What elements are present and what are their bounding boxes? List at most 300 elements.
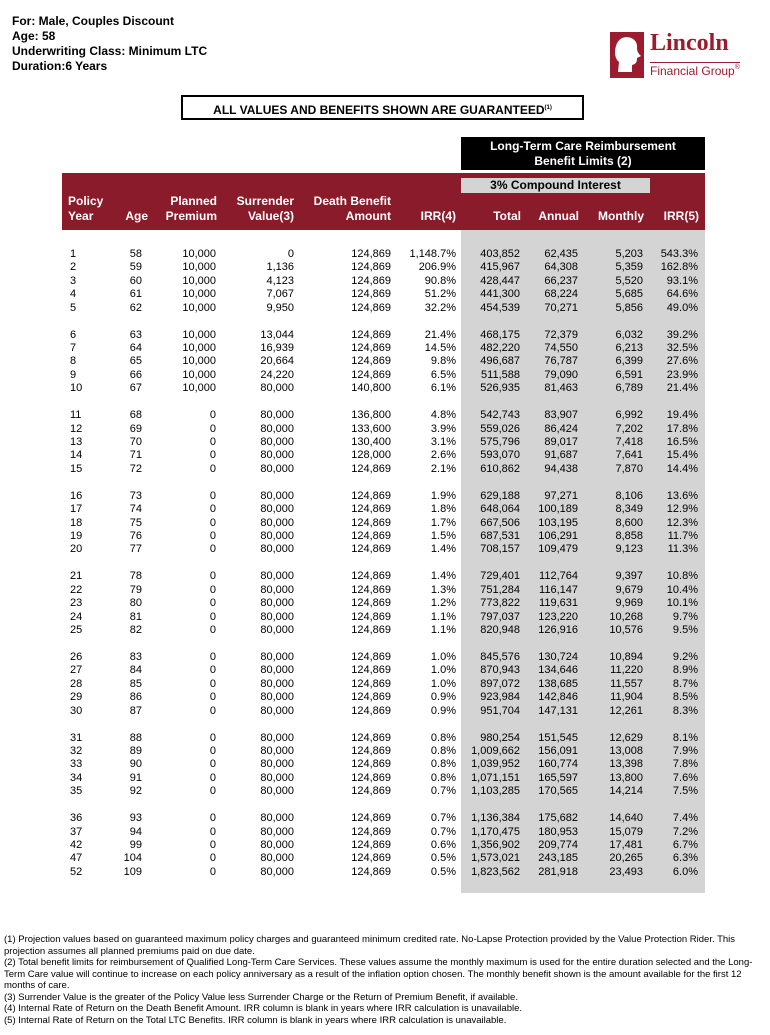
cell-total: 468,175 — [480, 328, 520, 341]
ltc-header-line2: Benefit Limits (2) — [534, 154, 632, 168]
cell-premium: 0 — [209, 731, 216, 744]
cell-irr5: 9.5% — [672, 624, 698, 636]
cell-annual: 100,189 — [538, 503, 578, 516]
cell-death-benefit: 124,869 — [351, 570, 391, 583]
cell-irr4: 0.8% — [430, 731, 456, 744]
cell-age: 86 — [129, 691, 142, 704]
cell-monthly: 5,203 — [615, 248, 643, 260]
cell-irr5: 49.0% — [666, 301, 698, 314]
cell-age: 80 — [129, 597, 142, 610]
cell-irr5: 543.3% — [660, 248, 698, 260]
cell-irr4: 2.1% — [430, 462, 456, 475]
cell-surrender: 80,000 — [260, 489, 294, 502]
cell-monthly: 14,214 — [609, 785, 643, 798]
cell-irr4: 1.9% — [430, 489, 456, 502]
cell-irr5: 7.6% — [672, 771, 698, 784]
cell-irr5: 9.7% — [672, 610, 698, 623]
cell-age: 109 — [123, 865, 142, 878]
cell-monthly: 11,904 — [610, 691, 643, 704]
cell-surrender: 20,664 — [260, 355, 294, 368]
cell-surrender: 80,000 — [260, 677, 294, 690]
cell-surrender: 80,000 — [260, 664, 294, 677]
cell-premium: 0 — [209, 530, 216, 542]
cell-policy-year: 32 — [70, 745, 83, 757]
cell-total: 687,531 — [480, 530, 520, 542]
cell-death-benefit: 124,869 — [351, 664, 391, 677]
cell-policy-year: 27 — [70, 664, 83, 677]
cell-monthly: 8,349 — [615, 503, 643, 516]
cell-irr5: 11.7% — [667, 530, 698, 542]
col-total: Total — [493, 209, 521, 223]
cell-total: 708,157 — [480, 543, 520, 556]
cell-death-benefit: 133,600 — [351, 422, 391, 435]
cell-total: 1,071,151 — [471, 771, 520, 784]
footnotes — [4, 934, 762, 1026]
guarantee-banner — [181, 95, 584, 120]
cell-irr5: 11.3% — [667, 543, 698, 556]
cell-annual: 62,435 — [544, 248, 578, 260]
cell-irr4: 1.1% — [430, 624, 456, 636]
cell-annual: 74,550 — [544, 342, 578, 354]
cell-irr4: 0.6% — [430, 839, 456, 851]
cell-death-benefit: 124,869 — [351, 785, 391, 798]
cell-age: 88 — [129, 731, 142, 744]
cell-policy-year: 4 — [70, 288, 77, 301]
cell-total: 1,573,021 — [471, 852, 520, 865]
cell-surrender: 80,000 — [260, 771, 294, 784]
cell-irr4: 0.9% — [430, 704, 456, 717]
cell-monthly: 20,265 — [609, 852, 643, 865]
col-age: Age — [125, 209, 148, 223]
cell-monthly: 13,008 — [609, 745, 643, 757]
cell-death-benefit: 124,869 — [351, 758, 391, 771]
cell-surrender: 24,220 — [260, 368, 294, 381]
cell-death-benefit: 124,869 — [351, 355, 391, 368]
cell-surrender: 80,000 — [260, 691, 294, 704]
cell-death-benefit: 124,869 — [351, 489, 391, 502]
cell-surrender: 80,000 — [260, 825, 294, 838]
cell-premium: 0 — [209, 503, 216, 516]
col-policy-year: Policy Year — [68, 194, 104, 223]
cell-surrender: 80,000 — [260, 530, 294, 542]
cell-death-benefit: 124,869 — [351, 274, 391, 287]
cell-surrender: 80,000 — [260, 462, 294, 475]
cell-death-benefit: 124,869 — [351, 745, 391, 757]
cell-monthly: 8,858 — [615, 530, 643, 542]
cell-surrender: 0 — [287, 248, 294, 260]
cell-policy-year: 18 — [70, 516, 83, 529]
header-duration: Duration:6 Years — [12, 59, 108, 73]
cell-premium: 0 — [209, 409, 216, 422]
cell-policy-year: 5 — [70, 301, 77, 314]
cell-annual: 94,438 — [544, 462, 578, 475]
cell-premium: 0 — [209, 583, 216, 596]
cell-irr4: 0.8% — [430, 771, 456, 784]
cell-irr5: 8.7% — [672, 677, 698, 690]
cell-irr5: 12.3% — [666, 516, 698, 529]
cell-annual: 165,597 — [538, 771, 578, 784]
cell-premium: 0 — [209, 771, 216, 784]
cell-premium: 0 — [209, 597, 216, 610]
cell-total: 526,935 — [480, 382, 520, 395]
cell-policy-year: 17 — [70, 503, 83, 516]
cell-policy-year: 52 — [70, 865, 83, 878]
cell-death-benefit: 130,400 — [351, 436, 391, 448]
col-death-benefit: Death Benefit Amount — [313, 194, 391, 223]
cell-surrender: 80,000 — [260, 731, 294, 744]
cell-surrender: 80,000 — [260, 382, 294, 395]
cell-total: 845,576 — [480, 651, 520, 663]
footnote-3: (3) Surrender Value is the greater of the Policy Value less Surrender Charge or the Return of Premium Benefit, if available. — [4, 991, 518, 1003]
cell-premium: 0 — [209, 489, 216, 502]
cell-annual: 151,545 — [538, 731, 578, 744]
cell-policy-year: 21 — [70, 570, 83, 583]
cell-age: 74 — [129, 503, 142, 516]
cell-irr5: 10.8% — [666, 570, 698, 583]
cell-irr4: 9.8% — [430, 355, 456, 368]
cell-age: 78 — [129, 570, 142, 583]
cell-surrender: 80,000 — [260, 516, 294, 529]
cell-irr5: 64.6% — [666, 288, 698, 301]
cell-total: 593,070 — [480, 449, 520, 462]
cell-total: 559,026 — [480, 422, 520, 435]
cell-irr4: 0.9% — [430, 691, 456, 704]
cell-surrender: 80,000 — [260, 597, 294, 610]
cell-annual: 70,271 — [544, 301, 578, 314]
header-age: Age: 58 — [12, 29, 56, 43]
cell-surrender: 80,000 — [260, 704, 294, 717]
cell-surrender: 80,000 — [260, 852, 294, 865]
cell-age: 76 — [129, 530, 142, 542]
cell-irr4: 206.9% — [418, 261, 456, 274]
cell-irr4: 1.5% — [430, 530, 456, 542]
cell-annual: 72,379 — [544, 328, 578, 341]
cell-premium: 10,000 — [182, 382, 216, 395]
cell-monthly: 8,600 — [615, 516, 643, 529]
cell-surrender: 80,000 — [260, 449, 294, 462]
cell-monthly: 5,359 — [615, 261, 643, 274]
col-irr4: IRR(4) — [420, 209, 456, 223]
cell-annual: 156,091 — [538, 745, 578, 757]
cell-monthly: 7,418 — [615, 436, 643, 448]
cell-annual: 79,090 — [544, 368, 578, 381]
cell-total: 511,588 — [481, 368, 520, 381]
cell-total: 1,823,562 — [471, 865, 520, 878]
cell-annual: 175,682 — [538, 812, 578, 825]
cell-monthly: 11,557 — [610, 677, 643, 690]
cell-age: 82 — [129, 624, 142, 636]
cell-premium: 0 — [209, 543, 216, 556]
cell-total: 403,852 — [480, 248, 520, 260]
cell-monthly: 13,398 — [609, 758, 643, 771]
cell-irr5: 39.2% — [666, 328, 698, 341]
cell-death-benefit: 136,800 — [351, 409, 391, 422]
cell-annual: 180,953 — [538, 825, 578, 838]
cell-irr5: 8.3% — [672, 704, 698, 717]
cell-premium: 0 — [209, 839, 216, 851]
cell-monthly: 6,992 — [615, 409, 643, 422]
cell-monthly: 6,213 — [615, 342, 643, 354]
cell-total: 1,356,902 — [471, 839, 520, 851]
cell-irr5: 19.4% — [666, 409, 698, 422]
cell-monthly: 10,894 — [609, 651, 643, 663]
cell-annual: 89,017 — [544, 436, 578, 448]
cell-surrender: 13,044 — [260, 328, 294, 341]
cell-total: 648,064 — [480, 503, 520, 516]
cell-annual: 106,291 — [538, 530, 578, 542]
cell-irr5: 17.8% — [666, 422, 698, 435]
cell-total: 820,948 — [480, 624, 520, 636]
col-irr5: IRR(5) — [663, 209, 699, 223]
cell-monthly: 6,032 — [615, 328, 643, 341]
cell-annual: 76,787 — [544, 355, 578, 368]
cell-policy-year: 36 — [70, 812, 83, 825]
cell-policy-year: 29 — [70, 691, 83, 704]
cell-premium: 10,000 — [182, 355, 216, 368]
cell-surrender: 80,000 — [260, 436, 294, 448]
cell-policy-year: 2 — [70, 261, 77, 274]
cell-monthly: 12,629 — [609, 731, 643, 744]
cell-total: 441,300 — [480, 288, 520, 301]
cell-irr4: 0.5% — [430, 852, 456, 865]
cell-irr4: 1.0% — [430, 677, 456, 690]
cell-age: 83 — [129, 651, 142, 663]
cell-annual: 123,220 — [538, 610, 578, 623]
cell-irr5: 6.7% — [672, 839, 698, 851]
col-annual: Annual — [538, 209, 579, 223]
cell-age: 61 — [129, 288, 142, 301]
cell-total: 980,254 — [480, 731, 520, 744]
cell-age: 90 — [129, 758, 142, 771]
cell-age: 91 — [129, 771, 142, 784]
cell-policy-year: 10 — [70, 382, 83, 395]
cell-age: 89 — [129, 745, 142, 757]
footnote-4: (4) Internal Rate of Return on the Death Benefit Amount. IRR column is blank in years where IRR calculation is unavailable. — [4, 1003, 523, 1014]
cell-annual: 66,237 — [544, 274, 578, 287]
cell-age: 94 — [129, 825, 142, 838]
cell-age: 68 — [129, 409, 142, 422]
cell-age: 69 — [129, 422, 142, 435]
cell-monthly: 12,261 — [609, 704, 643, 717]
cell-death-benefit: 124,869 — [351, 248, 391, 260]
cell-irr5: 162.8% — [660, 261, 698, 274]
cell-policy-year: 25 — [70, 624, 83, 636]
cell-premium: 10,000 — [182, 301, 216, 314]
cell-death-benefit: 124,869 — [351, 288, 391, 301]
cell-irr4: 0.8% — [430, 758, 456, 771]
cell-premium: 10,000 — [182, 342, 216, 354]
cell-premium: 0 — [209, 664, 216, 677]
cell-policy-year: 9 — [70, 368, 77, 381]
cell-surrender: 1,136 — [266, 261, 294, 274]
cell-annual: 281,918 — [538, 865, 578, 878]
cell-surrender: 80,000 — [260, 570, 294, 583]
cell-death-benefit: 124,869 — [351, 865, 391, 878]
cell-irr4: 32.2% — [424, 301, 456, 314]
cell-irr4: 0.8% — [430, 745, 456, 757]
cell-death-benefit: 124,869 — [351, 610, 391, 623]
cell-monthly: 17,481 — [609, 839, 643, 851]
logo-subtitle: Financial Group® — [650, 64, 740, 78]
cell-total: 870,943 — [480, 664, 520, 677]
cell-irr5: 27.6% — [666, 355, 698, 368]
cell-annual: 97,271 — [544, 489, 578, 502]
cell-surrender: 80,000 — [260, 865, 294, 878]
cell-irr5: 32.5% — [666, 342, 698, 354]
cell-death-benefit: 124,869 — [351, 771, 391, 784]
cell-irr5: 21.4% — [666, 382, 698, 395]
cell-total: 729,401 — [480, 570, 520, 583]
cell-premium: 10,000 — [182, 248, 216, 260]
cell-age: 75 — [129, 516, 142, 529]
cell-surrender: 80,000 — [260, 543, 294, 556]
cell-annual: 119,631 — [539, 597, 578, 610]
cell-annual: 147,131 — [538, 704, 578, 717]
col-planned-premium: Planned Premium — [165, 194, 217, 223]
cell-monthly: 7,641 — [615, 449, 643, 462]
cell-age: 62 — [129, 301, 142, 314]
cell-policy-year: 1 — [70, 248, 77, 260]
cell-premium: 0 — [209, 462, 216, 475]
cell-irr4: 1.2% — [430, 597, 456, 610]
cell-age: 92 — [129, 785, 142, 798]
cell-irr4: 1,148.7% — [409, 248, 456, 260]
cell-premium: 0 — [209, 610, 216, 623]
cell-death-benefit: 124,869 — [351, 839, 391, 851]
cell-irr4: 6.1% — [430, 382, 456, 395]
cell-irr5: 9.2% — [672, 651, 698, 663]
cell-surrender: 16,939 — [260, 342, 294, 354]
cell-policy-year: 33 — [70, 758, 83, 771]
cell-total: 1,170,475 — [471, 825, 520, 838]
cell-death-benefit: 124,869 — [351, 368, 391, 381]
cell-age: 79 — [129, 583, 142, 596]
cell-irr5: 8.5% — [672, 691, 698, 704]
cell-monthly: 7,202 — [615, 422, 643, 435]
cell-irr4: 2.6% — [430, 449, 456, 462]
cell-total: 1,039,952 — [471, 758, 520, 771]
header-client: For: Male, Couples Discount — [12, 14, 175, 28]
cell-age: 66 — [129, 368, 142, 381]
cell-annual: 126,916 — [538, 624, 578, 636]
cell-irr5: 6.3% — [672, 852, 698, 865]
cell-death-benefit: 124,869 — [351, 301, 391, 314]
guarantee-footnote-ref: (1) — [544, 105, 552, 111]
cell-monthly: 5,520 — [615, 274, 643, 287]
cell-age: 84 — [129, 664, 142, 677]
cell-total: 428,447 — [480, 274, 520, 287]
cell-policy-year: 37 — [70, 825, 83, 838]
cell-irr4: 1.4% — [430, 543, 456, 556]
cell-irr4: 1.3% — [430, 583, 456, 596]
cell-irr5: 7.8% — [672, 758, 698, 771]
cell-irr5: 14.4% — [666, 462, 698, 475]
cell-premium: 0 — [209, 865, 216, 878]
cell-monthly: 5,685 — [615, 288, 643, 301]
cell-age: 85 — [129, 677, 142, 690]
cell-total: 610,862 — [480, 462, 520, 475]
cell-irr4: 3.1% — [430, 436, 456, 448]
cell-policy-year: 28 — [70, 677, 83, 690]
cell-death-benefit: 124,869 — [351, 261, 391, 274]
cell-irr5: 10.1% — [666, 597, 698, 610]
cell-monthly: 9,123 — [615, 543, 643, 556]
cell-death-benefit: 124,869 — [351, 704, 391, 717]
cell-annual: 68,224 — [544, 288, 578, 301]
cell-monthly: 10,576 — [609, 624, 643, 636]
cell-monthly: 14,640 — [609, 812, 643, 825]
cell-irr4: 3.9% — [430, 422, 456, 435]
cell-annual: 142,846 — [538, 691, 578, 704]
cell-irr4: 1.0% — [430, 651, 456, 663]
cell-surrender: 80,000 — [260, 422, 294, 435]
cell-annual: 134,646 — [538, 664, 578, 677]
cell-monthly: 23,493 — [609, 865, 643, 878]
cell-age: 99 — [129, 839, 142, 851]
cell-annual: 81,463 — [544, 382, 578, 395]
cell-policy-year: 3 — [70, 274, 77, 287]
cell-policy-year: 8 — [70, 355, 77, 368]
cell-total: 1,136,384 — [471, 812, 520, 825]
cell-total: 1,009,662 — [471, 745, 520, 757]
cell-death-benefit: 124,869 — [351, 503, 391, 516]
cell-policy-year: 20 — [70, 543, 83, 556]
cell-policy-year: 6 — [70, 328, 77, 341]
cell-surrender: 80,000 — [260, 624, 294, 636]
cell-irr4: 1.0% — [430, 664, 456, 677]
cell-irr4: 0.5% — [430, 865, 456, 878]
cell-policy-year: 11 — [70, 409, 82, 422]
cell-irr4: 90.8% — [424, 274, 456, 287]
cell-irr5: 23.9% — [666, 368, 698, 381]
cell-death-benefit: 124,869 — [351, 530, 391, 542]
cell-death-benefit: 124,869 — [351, 677, 391, 690]
cell-age: 59 — [129, 261, 142, 274]
cell-irr4: 1.1% — [430, 610, 456, 623]
cell-monthly: 6,399 — [615, 355, 643, 368]
cell-annual: 103,195 — [538, 516, 578, 529]
cell-irr4: 4.8% — [430, 409, 456, 422]
cell-irr5: 7.4% — [672, 812, 698, 825]
cell-surrender: 80,000 — [260, 610, 294, 623]
cell-surrender: 80,000 — [260, 839, 294, 851]
cell-policy-year: 15 — [70, 462, 83, 475]
cell-age: 67 — [129, 382, 142, 395]
cell-policy-year: 34 — [70, 771, 83, 784]
cell-surrender: 80,000 — [260, 758, 294, 771]
cell-total: 482,220 — [480, 342, 520, 354]
ltc-header-line1: Long-Term Care Reimbursement — [490, 139, 676, 153]
cell-annual: 138,685 — [538, 677, 578, 690]
cell-irr5: 6.0% — [672, 865, 698, 878]
cell-monthly: 9,679 — [615, 583, 643, 596]
cell-premium: 0 — [209, 436, 216, 448]
cell-surrender: 80,000 — [260, 745, 294, 757]
cell-surrender: 80,000 — [260, 409, 294, 422]
cell-total: 797,037 — [480, 610, 520, 623]
cell-policy-year: 47 — [70, 852, 83, 865]
cell-death-benefit: 124,869 — [351, 731, 391, 744]
cell-surrender: 80,000 — [260, 583, 294, 596]
cell-total: 496,687 — [480, 355, 520, 368]
cell-policy-year: 31 — [70, 731, 83, 744]
cell-age: 77 — [129, 543, 142, 556]
cell-age: 70 — [129, 436, 142, 448]
cell-irr4: 0.7% — [430, 812, 456, 825]
cell-annual: 64,308 — [544, 261, 578, 274]
compound-interest-label: 3% Compound Interest — [461, 178, 650, 193]
logo-wordmark: Lincoln — [650, 30, 729, 56]
